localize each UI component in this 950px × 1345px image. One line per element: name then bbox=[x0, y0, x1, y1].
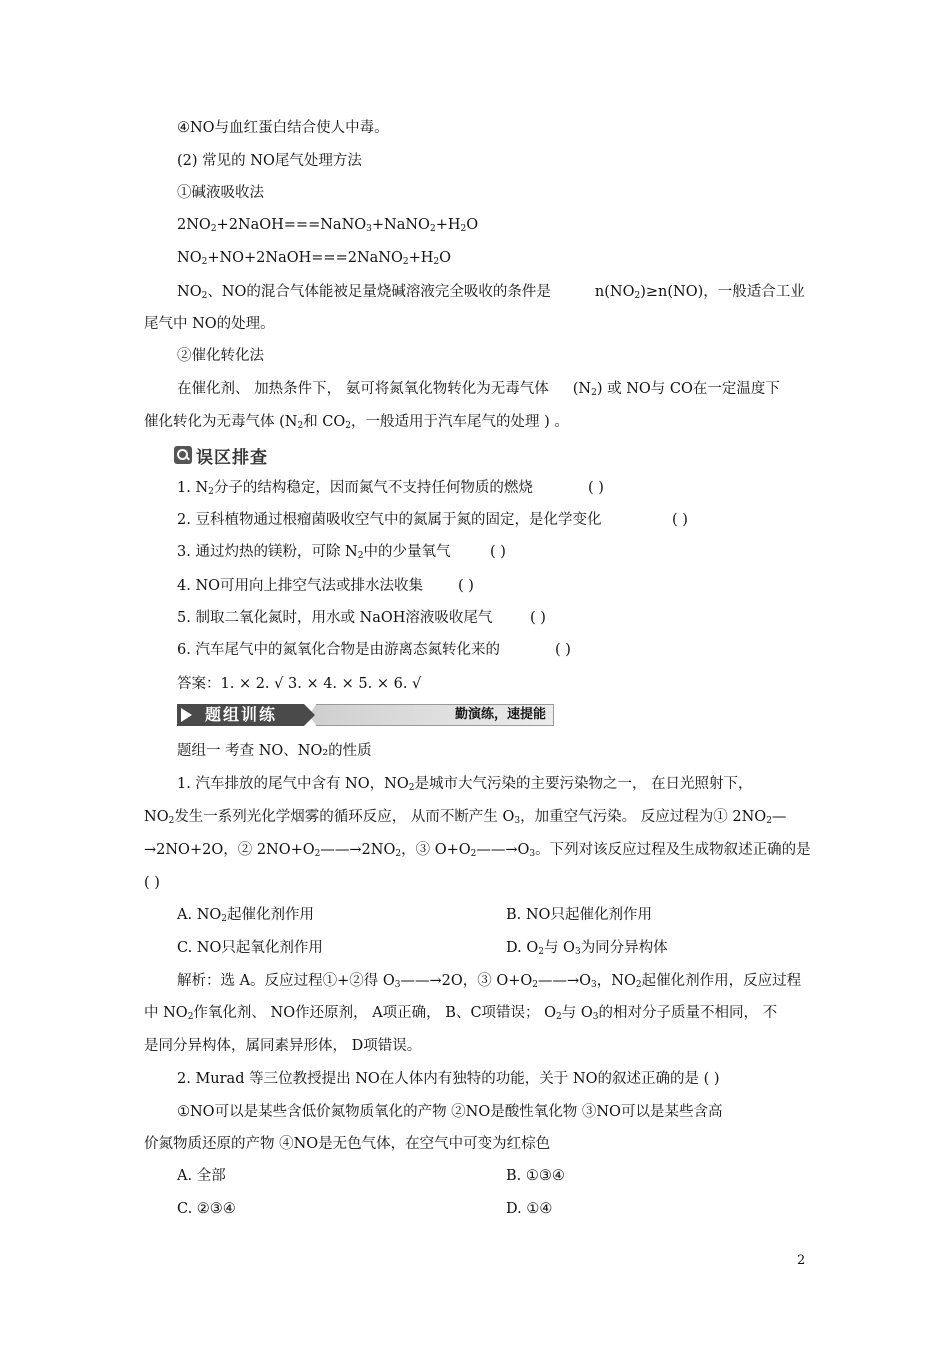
equation-2: $NO_2+NO+2NaOH===2NaNO_2+H_2O$ bbox=[177, 250, 452, 267]
answer-bracket: ( ) bbox=[490, 544, 506, 560]
misconception-item: 6. 汽车尾气中的氮氧化合物是由游离态氮转化来的 bbox=[177, 642, 500, 658]
answer-bracket: ( ) bbox=[588, 480, 604, 496]
text-line: ④NO与血红蛋白结合使人中毒。 bbox=[177, 120, 389, 136]
paragraph-catalytic-cont: 催化转化为无毒气体 ($N_2$和 $CO_2$，一般适用于汽车尾气的处理 ) 。 bbox=[144, 414, 569, 431]
question-2-text: 2. Murad 等三位教授提出 NO在人体内有独特的功能，关于 NO的叙述正确的是 ( ) bbox=[177, 1071, 720, 1087]
misconception-item: 1. $N_2$分子的结构稳定，因而氮气不支持任何物质的燃烧 bbox=[177, 480, 533, 497]
question-2-statements: 价氮物质还原的产物 ④NO是无色气体，在空气中可变为红棕色 bbox=[144, 1136, 551, 1152]
paragraph-condition-cont: 尾气中 NO的处理。 bbox=[144, 316, 275, 332]
paragraph-catalytic: 在催化剂、 加热条件下， 氨可将氮氧化物转化为无毒气体 $(N_2)$ 或 NO与 CO在一定温度下 bbox=[177, 381, 780, 398]
equation-1: $2NO_2+2NaOH===NaNO_3+NaNO_2+H_2O$ bbox=[177, 217, 479, 234]
question-1-text: $NO_2$发生一系列光化学烟雾的循环反应， 从而不断产生 $O_3$，加重空气污染。 反应过程为① $2NO_2—$ bbox=[144, 809, 787, 826]
analysis-text: 中 $NO_2$作氧化剂、 NO作还原剂， A项正确， B、C项错误； $O_2$与 $O_3$的相对分子质量不相同， 不 bbox=[144, 1005, 778, 1022]
page-number: 2 bbox=[797, 1253, 806, 1268]
option-b: B. ①③④ bbox=[506, 1168, 565, 1184]
answer-bracket: ( ) bbox=[555, 642, 571, 658]
answer-key: 答案：1. × 2. √ 3. × 4. × 5. × 6. √ bbox=[177, 676, 422, 692]
answer-bracket: ( ) bbox=[672, 512, 688, 528]
misconception-item: 3. 通过灼热的镁粉，可除 $N_2$中的少量氧气 bbox=[177, 544, 451, 561]
misconception-item: 4. NO可用向上排空气法或排水法收集 bbox=[177, 578, 424, 594]
option-d: D. $O_2$与 $O_3$为同分异构体 bbox=[506, 940, 668, 957]
method-title: ①碱液吸收法 bbox=[177, 185, 264, 201]
play-icon bbox=[181, 708, 192, 722]
analysis-text: 解析：选 A。反应过程①+②得 $O_3——\to 2O$，③ $O+O_2——\to O_3$，$NO_2$起催化剂作用，反应过程 bbox=[177, 973, 802, 990]
method-title: ②催化转化法 bbox=[177, 348, 264, 364]
analysis-text: 是同分异构体，属同素异形体， D项错误。 bbox=[144, 1038, 422, 1054]
practice-banner bbox=[177, 704, 554, 726]
misconception-item: 5. 制取二氧化氮时，用水或 NaOH溶液吸收尾气 bbox=[177, 610, 493, 626]
group-title: 题组一 考查 NO、NO₂的性质 bbox=[177, 743, 372, 759]
answer-bracket: ( ) bbox=[458, 578, 474, 594]
option-b: B. NO只起催化剂作用 bbox=[506, 907, 652, 923]
question-1-text: 1. 汽车排放的尾气中含有 NO，$NO_2$是城市大气污染的主要污染物之一， 在日光照射下， bbox=[177, 776, 753, 793]
misconception-item: 2. 豆科植物通过根瘤菌吸收空气中的氮属于氮的固定，是化学变化 bbox=[177, 512, 602, 528]
answer-bracket: ( ) bbox=[530, 610, 546, 626]
magnifier-icon bbox=[174, 446, 192, 464]
paragraph-condition: $NO_2$、NO的混合气体能被足量烧碱溶液完全吸收的条件是 $n(NO_2)\ge n(NO)$，一般适合工业 bbox=[177, 284, 805, 301]
question-2-statements: ①NO可以是某些含低价氮物质氧化的产物 ②NO是酸性氧化物 ③NO可以是某些含高 bbox=[177, 1104, 723, 1120]
option-c: C. NO只起氧化剂作用 bbox=[177, 940, 323, 956]
banner-subtitle: 勤演练，速提能 bbox=[454, 707, 546, 722]
option-c: C. ②③④ bbox=[177, 1201, 236, 1217]
misconception-heading: 误区排查 bbox=[174, 444, 268, 466]
option-d: D. ①④ bbox=[506, 1201, 553, 1217]
question-1-text: →2NO+2O，② $2NO+O_2——\to 2NO_2$，③ $O+O_2——\to O_3$。下列对该反应过程及生成物叙述正确的是 bbox=[144, 842, 811, 859]
banner-title: 题组训练 bbox=[205, 705, 278, 724]
answer-bracket: ( ) bbox=[144, 875, 160, 891]
section-heading: (2) 常见的 NO尾气处理方法 bbox=[177, 153, 362, 169]
option-a: A. $NO_2$起催化剂作用 bbox=[177, 907, 314, 924]
option-a: A. 全部 bbox=[177, 1168, 226, 1184]
